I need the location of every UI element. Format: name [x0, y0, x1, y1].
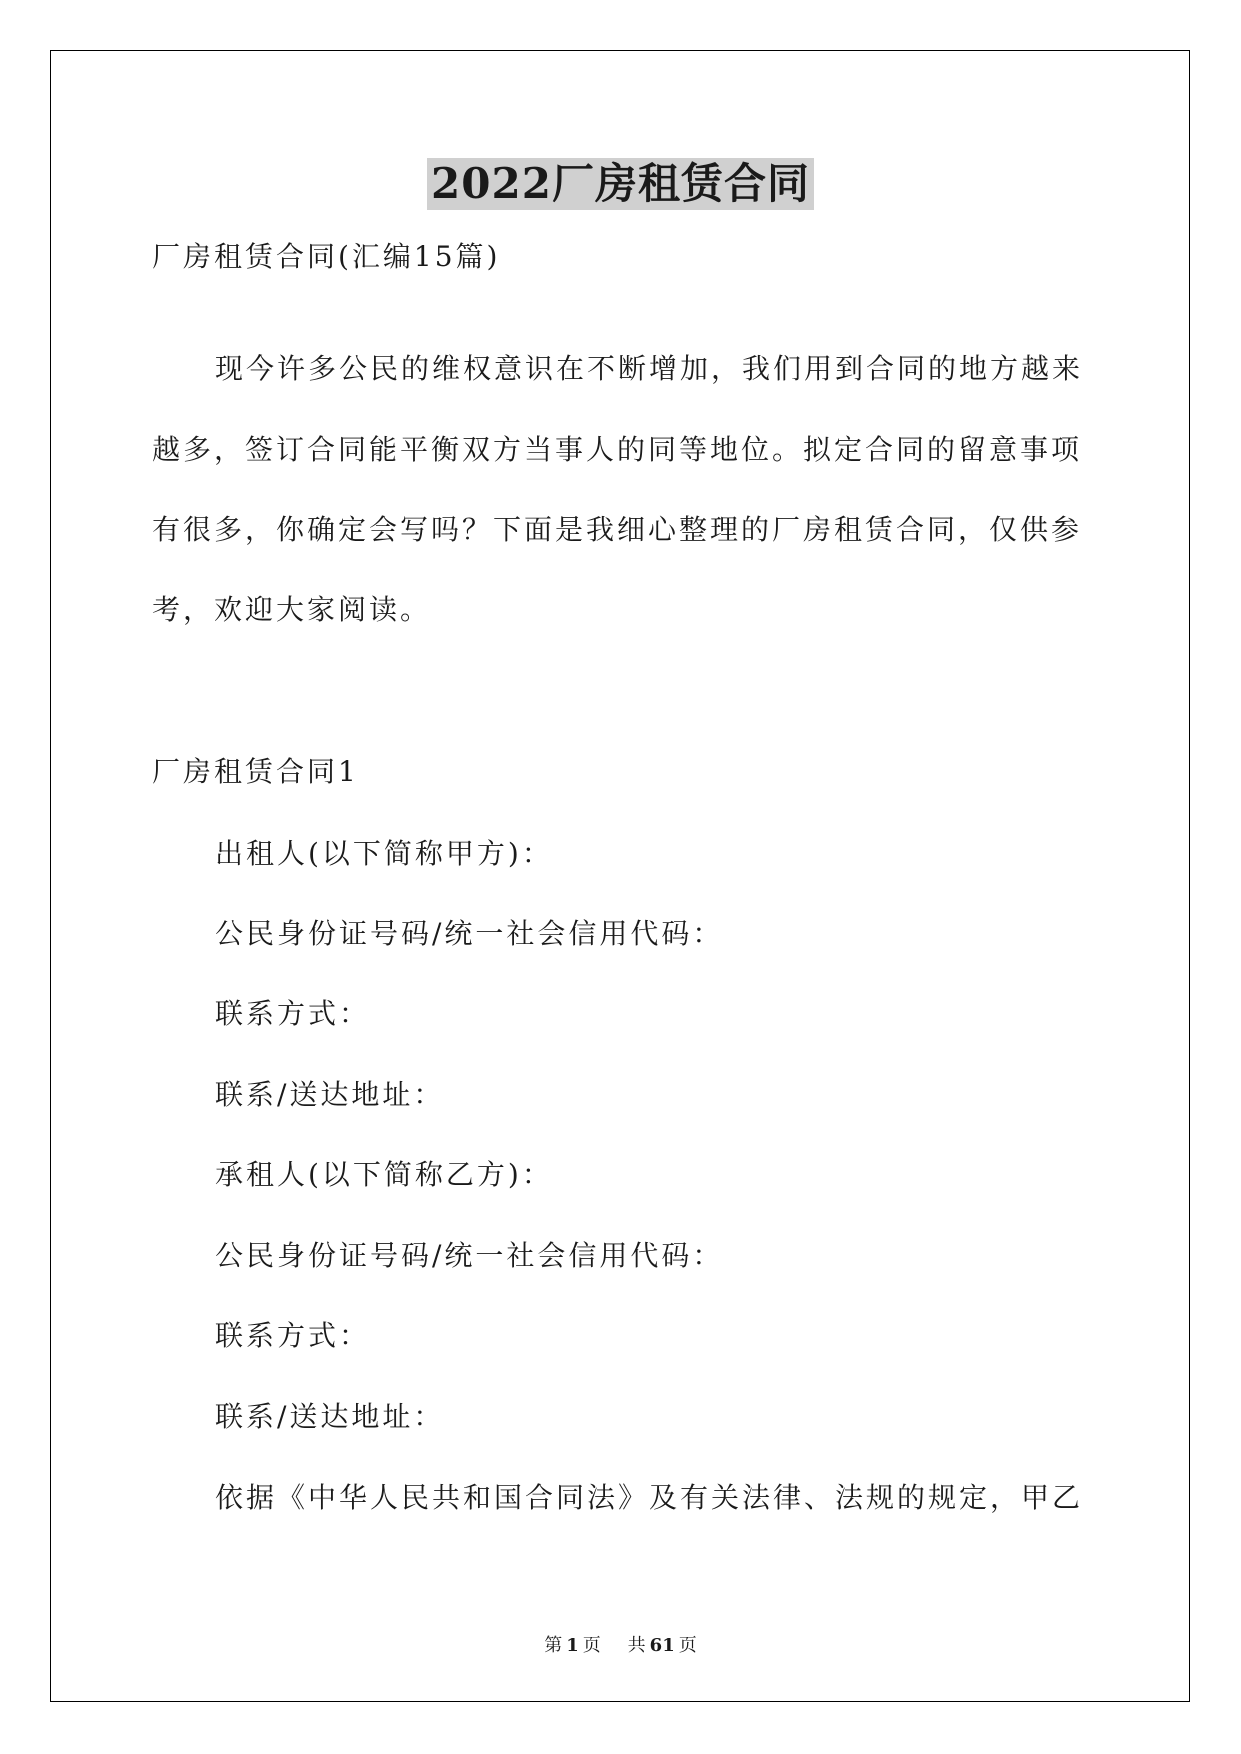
- footer-page-number: 1: [566, 1635, 579, 1656]
- footer-total-prefix: 共: [627, 1635, 646, 1656]
- field-lessee-id: 公民身份证号码/统一社会信用代码：: [215, 1239, 724, 1272]
- footer-total-suffix: 页: [678, 1635, 697, 1656]
- intro-line-4: 考，欢迎大家阅读。: [152, 593, 432, 626]
- field-lessor-id: 公民身份证号码/统一社会信用代码：: [215, 917, 724, 950]
- legal-basis-line: 依据《中华人民共和国合同法》及有关法律、法规的规定，甲乙: [215, 1481, 1084, 1514]
- field-lessor-contact: 联系方式：: [215, 997, 371, 1030]
- field-lessor: 出租人(以下简称甲方)：: [215, 837, 553, 870]
- field-lessor-address: 联系/送达地址：: [215, 1078, 445, 1111]
- page-border: [50, 50, 1190, 1702]
- field-lessee-address: 联系/送达地址：: [215, 1400, 445, 1433]
- intro-line-3: 有很多，你确定会写吗？下面是我细心整理的厂房租赁合同，仅供参: [152, 513, 1083, 546]
- intro-line-2: 越多，签订合同能平衡双方当事人的同等地位。拟定合同的留意事项: [152, 433, 1083, 466]
- document-subtitle: 厂房租赁合同(汇编15篇): [152, 240, 501, 273]
- footer-page-suffix: 页: [582, 1635, 601, 1656]
- footer-page-prefix: 第: [544, 1635, 563, 1656]
- field-lessee-contact: 联系方式：: [215, 1319, 371, 1352]
- intro-line-1: 现今许多公民的维权意识在不断增加，我们用到合同的地方越来: [215, 352, 1084, 385]
- document-title: 2022厂房租赁合同: [427, 158, 814, 210]
- footer-total-pages: 61: [649, 1635, 675, 1656]
- title-wrap: [0, 158, 1241, 210]
- page-footer: [0, 1635, 1241, 1657]
- section-heading: 厂房租赁合同1: [152, 755, 359, 788]
- field-lessee: 承租人(以下简称乙方)：: [215, 1158, 553, 1191]
